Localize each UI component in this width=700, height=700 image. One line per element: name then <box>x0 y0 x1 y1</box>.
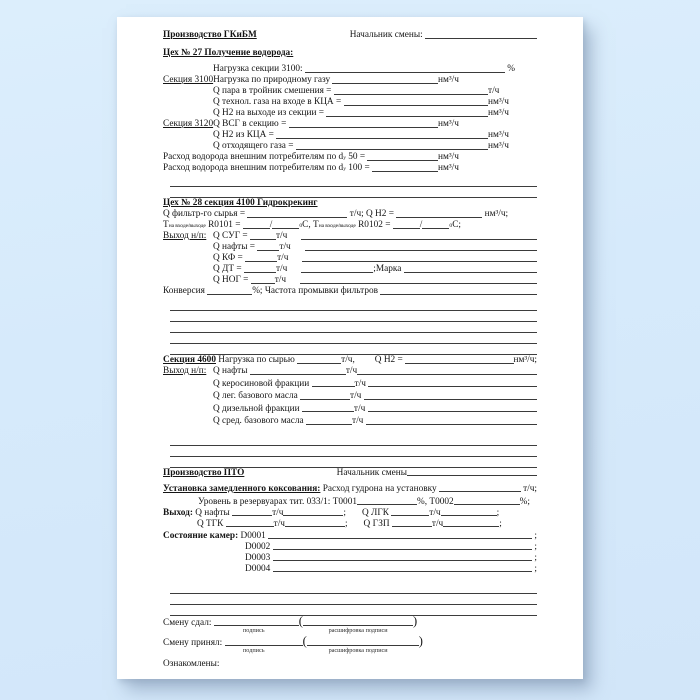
diesel-fraction-row <box>163 404 537 417</box>
unit: т/ч <box>429 507 441 518</box>
hydrogen-d100-row <box>163 163 465 174</box>
output-np-label: Выход н/п: <box>163 366 207 376</box>
shift-handed-label: Смену сдал: <box>163 617 214 628</box>
unit: т/ч; <box>520 483 537 494</box>
label-text: ; <box>344 518 348 529</box>
document-page <box>117 17 583 679</box>
label-text: ; <box>499 518 502 529</box>
gkibm-header-row <box>163 30 537 41</box>
signature-name-blank <box>307 644 419 646</box>
signature-decoded-caption: расшифровка подписи <box>328 646 388 654</box>
pto-header-row <box>163 468 537 479</box>
blank-field <box>357 503 417 505</box>
label-text: т/ч; Q Н2 = <box>347 209 397 219</box>
label-text: 0 <box>299 223 303 229</box>
unit: т/ч <box>352 416 366 427</box>
blank-field <box>305 249 537 251</box>
signature-caption: подпись <box>243 646 265 654</box>
unit: т/ч <box>354 378 369 389</box>
blank-field <box>344 104 488 106</box>
chamber-d0001-row <box>163 531 537 542</box>
label-text: Т <box>163 220 169 230</box>
mid-base-oil-row <box>163 416 537 429</box>
unit: нм³/ч <box>438 75 459 85</box>
blank-field <box>285 525 345 527</box>
chamber-d0003-row <box>163 553 537 564</box>
shift-supervisor-blank <box>407 474 537 476</box>
blank-field <box>300 282 537 284</box>
label-text: ; <box>532 552 537 563</box>
label-text: Расход водорода внешним потребителям по d <box>163 152 344 162</box>
unit: нм³/ч <box>488 141 509 151</box>
nog-row <box>163 275 537 286</box>
label-text: ; <box>532 541 537 552</box>
label-text: Q дизельной фракции <box>213 403 302 414</box>
kerosene-row <box>163 379 537 392</box>
blank-field <box>273 570 532 572</box>
ruled-line <box>170 176 537 187</box>
h2-output-row <box>163 108 515 119</box>
paren-close: ) <box>412 613 418 628</box>
blank-field <box>257 249 279 251</box>
label-text: у <box>343 155 346 161</box>
ruled-line <box>170 435 537 446</box>
chamber-id: D0003 <box>245 552 273 563</box>
label-text: Q сред. базового масла <box>213 416 307 427</box>
section-4600-row <box>163 355 537 366</box>
unit: т/ч <box>488 86 500 96</box>
acknowledged-label: Ознакомлены: <box>163 658 220 669</box>
blank-field <box>404 271 537 273</box>
label-text: Q КФ = <box>213 253 246 263</box>
blank-field <box>251 282 275 284</box>
blank-field <box>332 82 438 84</box>
shift-handed-row <box>163 613 537 628</box>
tech-gas-row <box>163 97 515 108</box>
blank-field <box>380 293 537 295</box>
label-text: Q отходящего газа = <box>213 141 296 151</box>
unit: т/ч <box>431 518 444 529</box>
blank-field <box>302 260 537 262</box>
blank-field <box>392 525 432 527</box>
label-text: Нагрузка секции 3100: <box>213 64 305 74</box>
label-text: %; Частота промывки фильтров <box>252 286 381 296</box>
blank-field <box>441 514 497 516</box>
shop28-title-row <box>163 198 537 209</box>
light-base-oil-row <box>163 391 537 404</box>
ruled-line <box>170 333 537 344</box>
chamber-d0004-row <box>163 564 537 575</box>
blank-field <box>312 385 355 387</box>
label-text: Q керосиновой фракции <box>213 378 312 389</box>
label-text: С, Т <box>302 220 319 230</box>
ruled-line <box>170 457 537 468</box>
blank-field <box>276 137 488 139</box>
chamber-d0002-row <box>163 542 537 553</box>
blank-field <box>306 423 352 425</box>
pto-output-row-2 <box>163 519 537 530</box>
unit: т/ч <box>273 518 285 529</box>
unit: т/ч <box>272 507 284 518</box>
signature-captions-row-1 <box>163 627 537 636</box>
blank-field <box>368 385 537 387</box>
blank-field <box>232 514 272 516</box>
label-text: на входе/выходе <box>168 223 206 229</box>
blank-field <box>250 373 346 375</box>
dt-row <box>163 264 537 275</box>
blank-field <box>367 159 438 161</box>
blank-field <box>326 115 488 117</box>
blank-field <box>405 362 513 364</box>
blank-field <box>272 227 299 229</box>
label-text: R0102 = <box>355 220 393 230</box>
label-text: Q ГЗП <box>363 518 392 529</box>
offgas-row <box>163 141 515 152</box>
blank-field <box>302 410 354 412</box>
shift-accepted-label: Смену принял: <box>163 637 225 648</box>
label-text: Нагрузка по природному газу <box>213 75 333 85</box>
blank-field <box>289 126 438 128</box>
label-text: 0 <box>449 223 453 229</box>
chamber-id: D0004 <box>245 563 273 574</box>
label-text: на входе/выходе <box>318 223 356 229</box>
shift-accepted-row <box>163 633 537 648</box>
production-gkibm-title: Производство ГКиБМ <box>163 30 257 40</box>
blank-field <box>300 398 350 400</box>
acknowledged-row <box>163 659 537 670</box>
load-3100-row <box>163 64 515 75</box>
blank-field <box>439 490 521 492</box>
shift-supervisor-label: Начальник смены: <box>349 30 425 40</box>
kf-row <box>163 253 537 264</box>
blank-field <box>273 559 532 561</box>
section-3120-label: Секция 3120 <box>163 119 214 129</box>
hydrogen-d50-row <box>163 152 465 163</box>
shop28-title: Цех № 28 секция 4100 Гидрокрекинг <box>163 198 318 208</box>
section-4600-label: Секция 4600 <box>163 355 216 365</box>
blank-field <box>396 216 482 218</box>
blank-field <box>243 227 270 229</box>
label-text: ; <box>496 507 500 518</box>
unit: нм³/ч <box>488 108 509 118</box>
blank-field <box>207 293 252 295</box>
blank-field <box>244 271 276 273</box>
signature-name-blank <box>303 624 413 626</box>
filtered-feed-row <box>163 209 537 220</box>
shift-supervisor-blank <box>425 37 537 39</box>
shop27-title-row <box>163 48 537 59</box>
blank-field <box>422 227 449 229</box>
blank-field <box>226 525 274 527</box>
ruled-line <box>170 322 537 333</box>
label-text: Q НОГ = <box>213 275 251 285</box>
unit: т/ч, <box>341 355 355 365</box>
unit: т/ч <box>275 264 288 274</box>
label-text: Q лег. базового масла <box>213 391 301 402</box>
unit: т/ч <box>274 275 287 285</box>
label-text: Q ЛГК <box>362 507 392 518</box>
conversion-row <box>163 286 537 297</box>
ruled-line <box>170 344 537 355</box>
nafta-4600-row <box>163 366 537 379</box>
unit: т/ч <box>279 242 291 252</box>
unit: нм³/ч; <box>482 209 509 219</box>
blank-field <box>305 71 505 73</box>
blank-field <box>297 362 341 364</box>
chamber-id: D0001 <box>240 530 269 541</box>
label-text: Расход гудрона на установку <box>320 483 439 494</box>
chamber-id: D0002 <box>245 541 273 552</box>
shop27-title: Цех № 27 Получение водорода: <box>163 48 294 58</box>
label-text: / <box>269 220 273 230</box>
label-text: Q ВСГ в секцию = <box>213 119 289 129</box>
label-text: Q нафты <box>213 366 250 376</box>
label-text: Q СУГ = <box>213 231 250 241</box>
unit: нм³/ч <box>438 119 459 129</box>
tank-levels-row <box>163 497 537 508</box>
label-text: R0101 = <box>205 220 243 230</box>
ruled-line <box>170 300 537 311</box>
shift-supervisor-label: Начальник смены <box>336 467 407 478</box>
label-text: / <box>419 220 423 230</box>
label-text: Q Н2 = <box>374 355 406 365</box>
label-text: Q ДТ = <box>213 264 244 274</box>
label-text: Q ТГК <box>197 518 226 529</box>
coking-unit-row <box>163 484 537 495</box>
label-text: Q пара в тройник смешения = <box>213 86 334 96</box>
chamber-status-label: Состояние камер: <box>163 530 241 541</box>
blank-field <box>357 373 537 375</box>
label-text: Расход водорода внешним потребителям по d <box>163 163 344 173</box>
nafta-28-row <box>163 242 537 253</box>
label-text: Q фильтр-го сырья = <box>163 209 248 219</box>
signature-decoded-caption: расшифровка подписи <box>328 626 388 634</box>
signature-caption: подпись <box>243 626 265 634</box>
form-content <box>117 17 583 679</box>
blank-field <box>301 271 373 273</box>
paren-open: ( <box>298 613 303 628</box>
output-label: Выход: <box>163 507 196 518</box>
blank-field <box>273 548 532 550</box>
unit: т/ч <box>345 366 358 376</box>
label-text: Уровень в резервуарах тит. 033/1: Т0001 <box>198 496 357 507</box>
blank-field <box>443 525 499 527</box>
natural-gas-row <box>163 75 465 86</box>
section-3100-label: Секция 3100 <box>163 75 214 85</box>
blank-field <box>334 93 488 95</box>
label-text: ; <box>532 530 537 541</box>
label-text: Q нафты = <box>213 242 258 252</box>
steam-row <box>163 86 515 97</box>
ruled-line <box>170 594 537 605</box>
unit: т/ч <box>350 391 364 402</box>
blank-field <box>247 216 347 218</box>
label-text: %; <box>519 496 530 507</box>
label-text: Нагрузка по сырью <box>215 355 298 365</box>
label-text: Q Н2 из КЦА = <box>213 130 277 140</box>
reactor-temps-row <box>163 220 537 231</box>
label-text: %, Т0002 <box>417 496 454 507</box>
signature-blank <box>225 644 303 646</box>
unit: нм³/ч <box>488 97 509 107</box>
production-pto-title: Производство ПТО <box>163 467 245 478</box>
label-text: Q технол. газа на входе в КЦА = <box>213 97 344 107</box>
blank-field <box>368 410 537 412</box>
blank-field <box>268 537 532 539</box>
unit: нм³/ч; <box>513 355 537 365</box>
label-text: Q нафты <box>195 507 233 518</box>
coking-unit-title: Установка замедленного коксования: <box>163 483 321 494</box>
blank-field <box>372 170 438 172</box>
label-text: ; <box>532 563 537 574</box>
label-text: у <box>343 166 346 172</box>
ruled-line <box>170 187 537 198</box>
blank-field <box>301 238 537 240</box>
label-text: Q Н2 на выходе из секции = <box>213 108 327 118</box>
sug-row <box>163 231 537 242</box>
label-text: Конверсия <box>163 286 208 296</box>
unit: нм³/ч <box>438 152 459 162</box>
ruled-line <box>170 311 537 322</box>
ruled-line <box>170 605 537 616</box>
unit: т/ч <box>353 403 368 414</box>
blank-field <box>454 503 520 505</box>
percent-unit: % <box>504 64 515 74</box>
unit: т/ч <box>275 231 288 241</box>
signature-blank <box>214 624 299 626</box>
unit: т/ч <box>277 253 289 263</box>
blank-field <box>245 260 277 262</box>
blank-field <box>366 423 537 425</box>
blank-field <box>393 227 420 229</box>
brand-label: ;Марка <box>373 264 404 274</box>
label-text: ; <box>343 507 346 518</box>
blank-field <box>296 148 488 150</box>
label-text: С; <box>452 220 461 230</box>
blank-field <box>283 514 343 516</box>
pto-output-row-1 <box>163 508 537 519</box>
unit: нм³/ч <box>488 130 509 140</box>
label-text: 50 = <box>345 152 368 162</box>
vsg-row <box>163 119 465 130</box>
label-text: 100 = <box>345 163 373 173</box>
output-np-label: Выход н/п: <box>163 231 207 241</box>
paren-open: ( <box>302 633 307 648</box>
unit: нм³/ч <box>438 163 459 173</box>
h2-kca-row <box>163 130 515 141</box>
blank-field <box>391 514 429 516</box>
paren-close: ) <box>418 633 423 648</box>
ruled-line <box>170 446 537 457</box>
blank-field <box>364 398 537 400</box>
blank-field <box>250 238 276 240</box>
ruled-line <box>170 583 537 594</box>
